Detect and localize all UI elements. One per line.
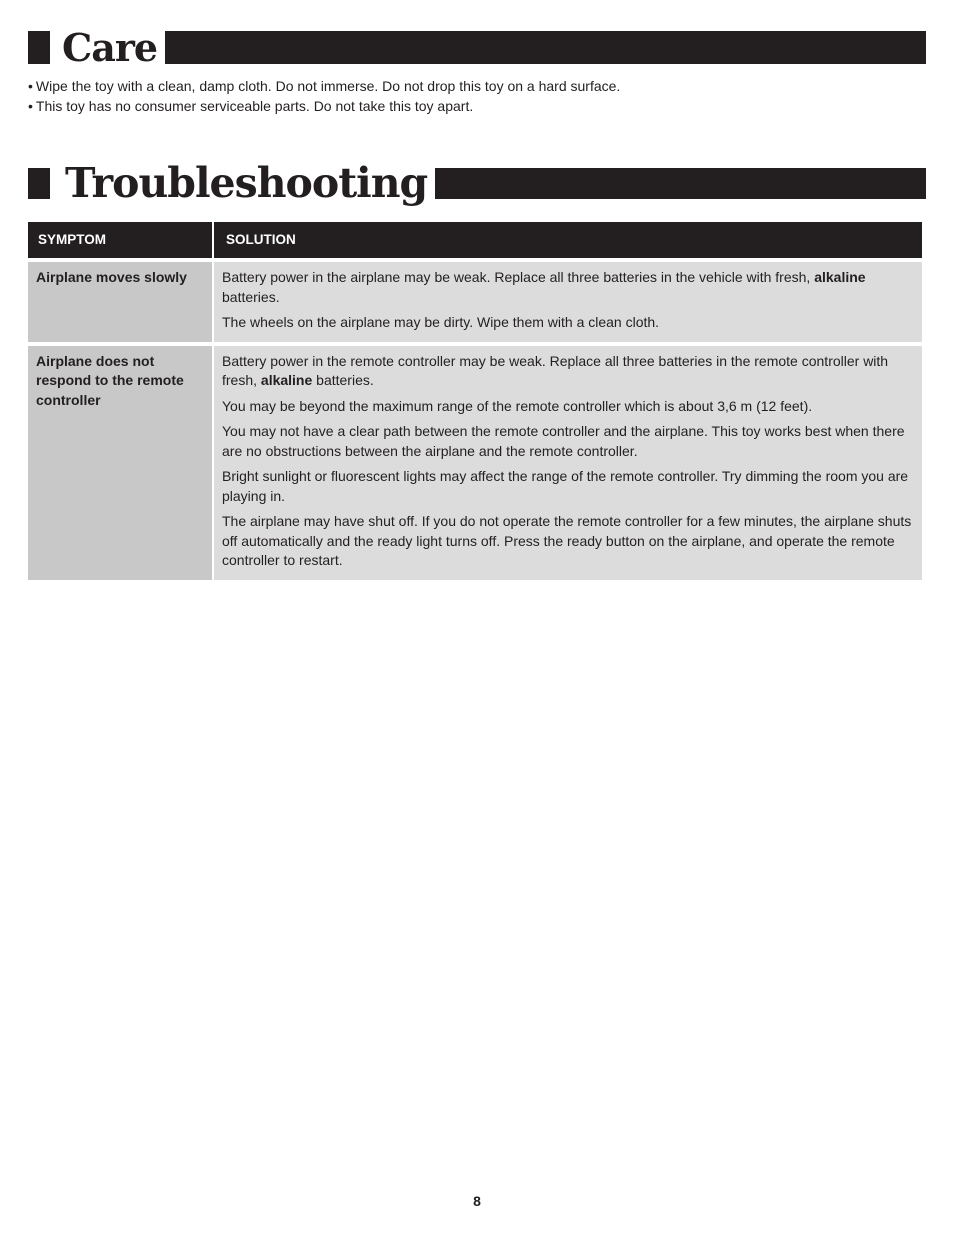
troubleshooting-heading bbox=[28, 161, 926, 205]
troubleshooting-title: Troubleshooting bbox=[65, 159, 428, 207]
bullet-icon: • bbox=[28, 97, 33, 114]
solution-column-header: SOLUTION bbox=[214, 222, 922, 258]
solution-text: batteries. bbox=[312, 372, 374, 388]
bullet-icon: • bbox=[28, 78, 33, 94]
table-row bbox=[28, 262, 922, 342]
solution-bold-text: alkaline bbox=[260, 372, 313, 388]
care-bullet bbox=[28, 97, 620, 117]
care-bullet-text: Wipe the toy with a clean, damp cloth. Do not immerse. Do not drop this toy on a hard surface. bbox=[35, 78, 621, 94]
troubleshooting-table bbox=[26, 218, 924, 584]
solution-text: You may not have a clear path between the remote controller and the airplane. This toy works best when there are no obstructions between the airplane and the remote controller. bbox=[222, 423, 905, 459]
symptom-cell: Airplane moves slowly bbox=[28, 262, 212, 342]
solution-cell bbox=[214, 262, 922, 342]
solution-item bbox=[222, 422, 914, 461]
care-title: Care bbox=[62, 24, 158, 70]
solution-bold-text: alkaline bbox=[814, 269, 866, 285]
solution-item bbox=[222, 352, 914, 391]
heading-lead-bar bbox=[28, 168, 50, 199]
solution-item bbox=[222, 467, 914, 506]
care-heading bbox=[28, 24, 926, 70]
page-number: 8 bbox=[473, 1193, 481, 1209]
solution-item bbox=[222, 397, 914, 417]
heading-lead-bar bbox=[28, 31, 50, 64]
solution-text: The wheels on the airplane may be dirty. Wipe them with a clean cloth. bbox=[222, 314, 660, 330]
solution-item bbox=[222, 313, 914, 333]
solution-text: batteries. bbox=[222, 288, 280, 305]
care-bullet bbox=[28, 77, 620, 97]
heading-tail-bar bbox=[435, 168, 926, 199]
solution-item bbox=[222, 268, 914, 307]
care-list bbox=[28, 77, 620, 116]
table-row bbox=[28, 346, 922, 580]
solution-text: Bright sunlight or fluorescent lights may affect the range of the remote controller. Try dimming the room you are playing in. bbox=[222, 468, 909, 504]
symptom-column-header: SYMPTOM bbox=[28, 222, 212, 258]
solution-cell bbox=[214, 346, 922, 580]
table-header-row bbox=[28, 222, 922, 258]
heading-tail-bar bbox=[165, 31, 926, 64]
solution-text: Battery power in the airplane may be weak. Replace all three batteries in the vehicle with fresh, bbox=[222, 269, 815, 285]
solution-text: You may be beyond the maximum range of the remote controller which is about 3,6 m (12 feet). bbox=[222, 397, 813, 414]
solution-text: Battery power in the remote controller may be weak. Replace all three batteries in the remote controller with fresh, bbox=[222, 352, 889, 388]
care-bullet-text: This toy has no consumer serviceable parts. Do not take this toy apart. bbox=[35, 97, 474, 114]
symptom-cell: Airplane does not respond to the remote controller bbox=[28, 346, 212, 580]
solution-item bbox=[222, 512, 914, 571]
solution-text: The airplane may have shut off. If you do not operate the remote controller for a few minutes, the airplane shuts off automatically and the ready light turns off. Press the ready button on the airplane, and operate the remote controller to restart. bbox=[222, 513, 912, 568]
